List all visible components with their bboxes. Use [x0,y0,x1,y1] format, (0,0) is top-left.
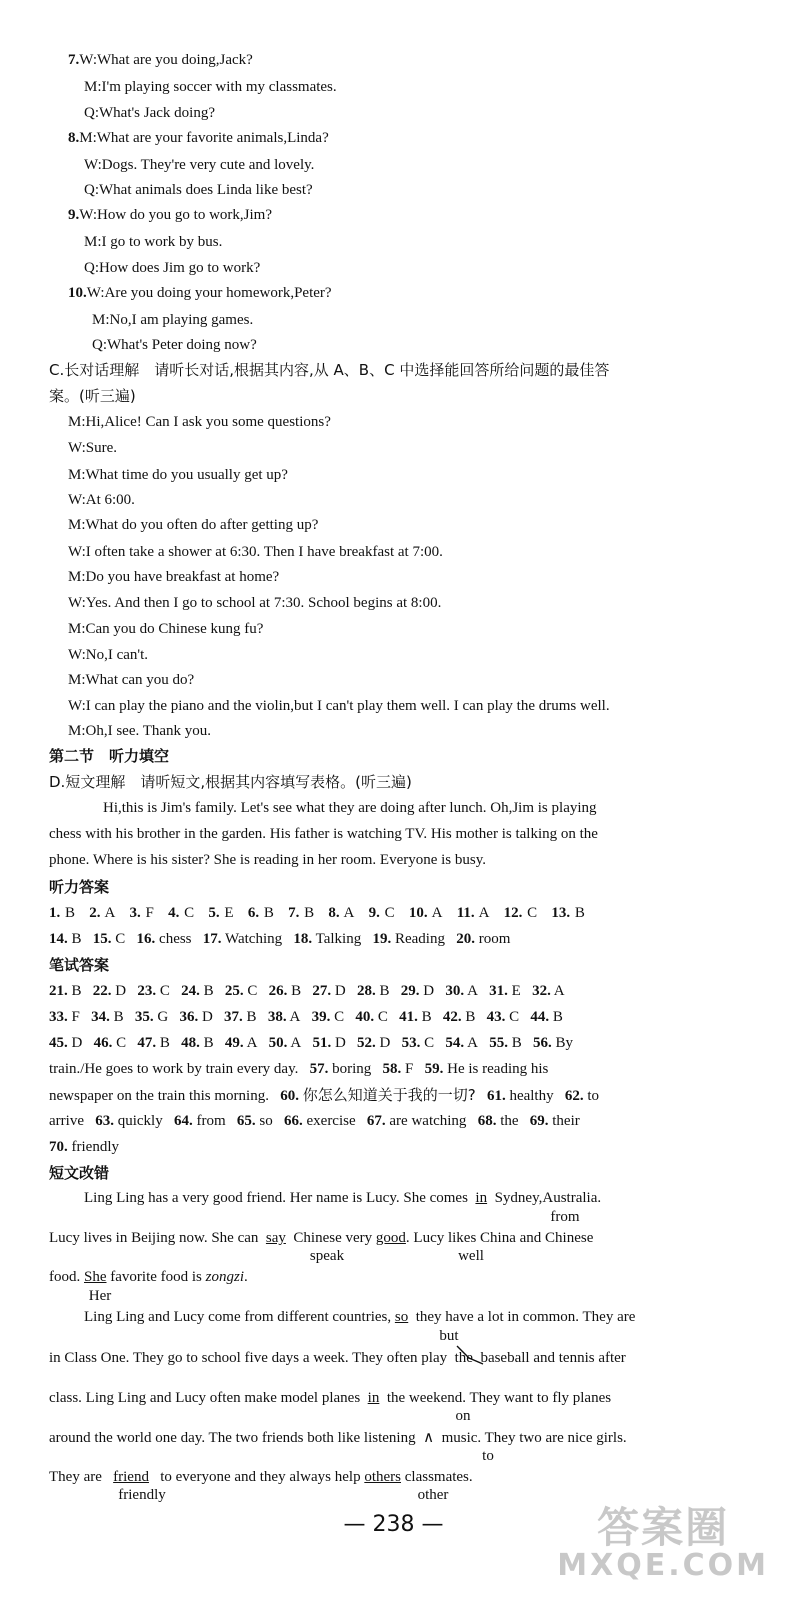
answer-number: 27. [312,983,332,999]
listening-answers-title: 听力答案 [49,878,110,896]
answer-value: E [511,983,521,999]
answer-value: B [421,1009,432,1025]
answer-value: C [159,983,170,999]
section-c-instruction-cont: 案。(听三遍) [49,387,136,405]
answer-value: F [145,905,154,921]
answer-value: D [379,1035,391,1051]
answer-item [94,1035,127,1051]
answer-number: 9. [368,905,380,921]
answer-number: 58. [382,1061,402,1077]
dialog-10-line-3: Q:What's Peter doing now? [92,337,257,353]
written-answers-row-1 [49,981,565,1001]
answer-value: are watching [389,1113,467,1129]
answer-value: B [203,1035,214,1051]
answer-value: C [334,1009,345,1025]
dialog-7-line-3: Q:What's Jack doing? [84,105,216,121]
correction-line-2: Lucy lives in Beijing now. She can say Chinese very good. Lucy likes China and Chinese [49,1230,594,1246]
answer-number: 66. [284,1113,303,1129]
answer-value: D [201,1009,213,1025]
answer-number: 26. [268,983,288,999]
answer-value: B [65,905,76,921]
answer-item [174,1113,226,1129]
passage-line-1: Hi,this is Jim's family. Let's see what they are doing after lunch. Oh,Jim is playing [103,800,597,816]
conv-line-2: W:Sure. [68,440,118,456]
answer-item [312,1035,345,1051]
answer-number: 28. [357,983,376,999]
answer-number: 5. [208,905,220,921]
answer-number: 15. [92,931,112,947]
answer-number: 51. [312,1035,332,1051]
answer-item [269,1035,302,1051]
answer-item [203,931,282,947]
answer-number: 68. [477,1113,497,1129]
answer-value: arrive [49,1113,84,1129]
answer-item [49,1009,80,1025]
answer-value: B [552,1009,563,1025]
answer-item [357,1035,390,1051]
dialog-7-line-1: 7.W:What are you doing,Jack? [68,52,253,68]
answer-item [49,1088,269,1104]
conv-line-9: M:Can you do Chinese kung fu? [68,621,264,637]
answer-number: 25. [224,983,244,999]
answer-value: C [509,1009,520,1025]
answer-number: 39. [311,1009,331,1025]
answer-number: 43. [486,1009,506,1025]
answer-item [49,905,75,921]
answer-number: 57. [309,1061,329,1077]
answer-item [135,1009,168,1025]
conv-line-13: M:Oh,I see. Thank you. [68,723,212,739]
answer-value: C [424,1035,435,1051]
answer-item [383,1061,414,1077]
correction-line-3: food. She favorite food is zongzi. [49,1269,248,1285]
correction-fix: to [482,1448,494,1464]
dialog-8-line-1: 8.M:What are your favorite animals,Linda? [68,130,329,146]
section-c-instruction: C.长对话理解 请听长对话,根据其内容,从 A、B、C 中选择能回答所给问题的最佳答 [49,361,610,379]
answer-value: E [224,905,234,921]
answer-number: 44. [530,1009,550,1025]
answer-number: 31. [489,983,508,999]
error-word: others [364,1469,401,1485]
written-answers-title: 笔试答案 [49,956,110,974]
answer-number: 47. [137,1035,157,1051]
answer-item [224,1009,257,1025]
answer-number: 3. [129,905,141,921]
answer-item [284,1113,356,1129]
answer-item [93,983,126,999]
answer-item [457,905,490,921]
error-word: so [394,1309,409,1325]
correction-line-1: Ling Ling has a very good friend. Her name is Lucy. She comes in Sydney,Australia. [84,1190,602,1206]
answer-number: 36. [179,1009,199,1025]
answer-value: A [431,905,443,921]
written-answers-row-3 [49,1033,573,1053]
correction-fix: speak [309,1248,345,1264]
answer-item [225,1035,258,1051]
answer-number: 7. [288,905,300,921]
answer-item [355,1009,388,1025]
correction-fix: but [439,1328,459,1344]
section-d-instruction: D.短文理解 请听短文,根据其内容填写表格。(听三遍) [49,773,412,791]
answer-number: 12. [503,905,523,921]
answer-number: 45. [49,1035,68,1051]
answer-item [551,905,585,921]
answer-value: A [467,1035,478,1051]
watermark-logo [557,1503,769,1583]
correction-line-4: Ling Ling and Lucy come from different countries, so they have a lot in common. They are [84,1309,636,1325]
answer-number: 22. [92,983,112,999]
correction-line-6: class. Ling Ling and Lucy often make model planes in the weekend. They want to fly planes [49,1390,612,1406]
passage-line-3: phone. Where is his sister? She is reading in her room. Everyone is busy. [49,852,486,868]
answer-item [533,1035,573,1051]
answer-number: 4. [168,905,180,921]
answer-value: their [552,1113,580,1129]
answer-item [288,905,314,921]
answer-item [532,983,565,999]
answer-value: He is reading his [447,1061,549,1077]
answer-item [268,1009,301,1025]
answer-value: B [246,1009,257,1025]
written-answers-row-5 [49,1085,599,1106]
answer-number: 21. [49,983,68,999]
conv-line-6: W:I often take a shower at 6:30. Then I have breakfast at 7:00. [68,544,443,560]
answer-item [312,983,345,999]
dialog-9-line-3: Q:How does Jim go to work? [84,260,261,276]
answer-item [49,1139,119,1155]
answer-number: 8. [328,905,340,921]
answer-item [137,1035,170,1051]
answer-number: 69. [529,1113,549,1129]
answer-number: 23. [137,983,157,999]
answer-number: 1. [49,905,61,921]
answer-number: 60. [280,1088,299,1104]
answer-value: F [405,1061,414,1077]
section-2-title: 第二节 听力填空 [49,747,170,765]
listening-answers-row-2 [49,929,510,949]
answer-number: 54. [445,1035,465,1051]
answer-item [402,1035,435,1051]
answer-number: 13. [551,905,571,921]
answer-value: B [263,905,274,921]
error-word: in [475,1190,488,1206]
answer-value: Reading [394,931,445,947]
answer-value: D [115,983,127,999]
answer-value: B [159,1035,170,1051]
answer-number: 70. [49,1139,68,1155]
dialog-8-line-3: Q:What animals does Linda like best? [84,182,313,198]
answer-number: 16. [136,931,156,947]
answer-number: 48. [181,1035,200,1051]
answer-item [137,931,192,947]
answer-item [89,905,115,921]
answer-number: 29. [400,983,420,999]
dialog-8-line-2: W:Dogs. They're very cute and lovely. [84,157,315,173]
answer-value: D [423,983,435,999]
insertion-caret-icon: ∧ [423,1430,435,1446]
answer-value: chess [159,931,192,947]
answer-value: A [104,905,116,921]
answer-item [49,1035,82,1051]
answer-value: C [184,905,195,921]
answer-value: 你怎么知道关于我的一切? [302,1086,476,1104]
answer-number: 18. [293,931,313,947]
dialog-10-line-2: M:No,I am playing games. [92,312,254,328]
answer-item [367,1113,467,1129]
answer-number: 67. [366,1113,386,1129]
answer-value: B [511,1035,522,1051]
answer-item [225,983,258,999]
answer-number: 33. [49,1009,68,1025]
conv-line-10: W:No,I can't. [68,647,149,663]
answer-value: room [478,931,511,947]
answer-number: 17. [202,931,222,947]
answer-value: By [555,1035,573,1051]
answer-value: so [259,1113,273,1129]
answer-number: 6. [247,905,260,921]
correction-fix: Her [88,1288,112,1304]
answer-number: 55. [489,1035,508,1051]
answer-number: 59. [424,1061,444,1077]
answer-number: 14. [49,931,68,947]
answer-item [478,1113,519,1129]
correction-fix: from [550,1209,580,1225]
answer-value: exercise [306,1113,356,1129]
answer-item [487,1009,520,1025]
answer-value: from [196,1113,226,1129]
answer-item [130,905,154,921]
answer-number: 38. [267,1009,287,1025]
answer-number: 52. [357,1035,376,1051]
answer-item [181,1035,214,1051]
answer-number: 34. [91,1009,110,1025]
answer-value: B [203,983,214,999]
conv-line-5: M:What do you often do after getting up? [68,517,319,533]
answer-number: 19. [372,931,392,947]
answer-item [168,905,194,921]
answer-item [248,905,274,921]
answer-item [93,931,126,947]
answer-number: 37. [224,1009,243,1025]
written-answers-row-7 [49,1137,119,1157]
error-word: friend [113,1469,149,1485]
correction-title: 短文改错 [49,1164,110,1182]
answer-number: 11. [456,905,475,921]
answer-value: B [574,905,585,921]
answer-number: 35. [134,1009,154,1025]
answer-item [49,983,82,999]
answer-number: 56. [532,1035,552,1051]
correction-line-8: They are friend to everyone and they always help others classmates. [49,1469,473,1485]
answer-value: to [587,1088,600,1104]
answer-item [409,905,443,921]
answer-value: A [343,905,355,921]
correction-fix: on [455,1408,471,1424]
answer-value: A [289,1009,301,1025]
answer-number: 30. [445,983,465,999]
answer-item [489,983,521,999]
answer-item [530,1009,563,1025]
answer-number: 46. [93,1035,113,1051]
answer-number: 40. [355,1009,375,1025]
answer-item [530,1113,580,1129]
answer-item [504,905,538,921]
answer-value: B [71,983,82,999]
answer-item [181,983,214,999]
conv-line-11: M:What can you do? [68,672,195,688]
answer-value: B [291,983,302,999]
answer-item [372,931,445,947]
answer-number: 49. [224,1035,244,1051]
answer-value: quickly [117,1113,163,1129]
page-number: — 238 — [343,1512,444,1537]
answer-value: B [113,1009,124,1025]
answer-item [310,1061,372,1077]
correction-fix: well [458,1248,484,1264]
answer-number: 20. [456,931,475,947]
dialog-10-line-1: 10.W:Are you doing your homework,Peter? [68,285,332,301]
answer-item [293,931,361,947]
error-word: say [265,1230,286,1246]
answer-value: C [115,931,126,947]
written-answers-row-6 [49,1111,580,1131]
answer-item [487,1088,554,1104]
correction-fix: other [417,1487,449,1503]
written-answers-row-4 [49,1059,548,1079]
answer-number: 64. [173,1113,193,1129]
answer-item [456,931,510,947]
answer-value: C [377,1009,388,1025]
answer-value: A [246,1035,258,1051]
answer-item [49,931,82,947]
error-word: She [84,1269,107,1285]
answer-item [95,1113,163,1129]
answer-number: 10. [408,905,428,921]
answer-item [269,983,302,999]
answer-item [49,1113,84,1129]
conv-line-3: M:What time do you usually get up? [68,467,288,483]
answer-number: 65. [236,1113,256,1129]
answer-number: 2. [89,905,101,921]
answer-value: B [379,983,390,999]
answer-value: newspaper on the train this morning. [49,1088,269,1104]
dialog-9-line-1: 9.W:How do you go to work,Jim? [68,207,273,223]
conv-line-4: W:At 6:00. [68,492,135,508]
answer-value: D [334,983,346,999]
dialog-9-line-2: M:I go to work by bus. [84,234,223,250]
answer-number: 50. [268,1035,288,1051]
answer-number: 41. [399,1009,418,1025]
answer-value: B [71,931,82,947]
answer-value: A [467,983,478,999]
answer-value: C [527,905,538,921]
answer-item [237,1113,273,1129]
answer-value: A [553,983,565,999]
deleted-word: the [455,1348,473,1368]
conv-line-7: M:Do you have breakfast at home? [68,569,280,585]
answer-number: 32. [532,983,551,999]
answer-value: friendly [71,1139,119,1155]
answer-item [369,905,395,921]
error-word: good [375,1230,406,1246]
deletion-mark-icon [453,1342,487,1366]
correction-line-5: in Class One. They go to school five days a week. They often play the baseball and tennis after [49,1348,626,1368]
answer-value: A [290,1035,302,1051]
answer-item [401,983,434,999]
answer-value: F [71,1009,80,1025]
answer-number: 53. [401,1035,421,1051]
answer-number: 63. [95,1113,114,1129]
answer-number: 42. [442,1009,462,1025]
answer-item [328,905,354,921]
correction-fix: friendly [118,1487,166,1503]
answer-item [49,1061,298,1077]
answer-value: D [334,1035,346,1051]
conv-line-12: W:I can play the piano and the violin,but I can't play them well. I can play the drums well. [68,698,610,714]
correction-line-7: around the world one day. The two friends both like listening ∧ music. They two are nice girls. [49,1430,627,1446]
answer-item [280,1088,475,1104]
answer-number: 24. [181,983,200,999]
answer-value: C [384,905,395,921]
answer-item [208,905,233,921]
answer-value: A [478,905,490,921]
answer-item [399,1009,432,1025]
dialog-7-line-2: M:I'm playing soccer with my classmates. [84,79,337,95]
answer-item [137,983,170,999]
answer-item [425,1061,549,1077]
answer-value: B [465,1009,476,1025]
answer-item [445,983,478,999]
answer-value: healthy [509,1088,554,1104]
answer-value: boring [332,1061,372,1077]
answer-value: C [247,983,258,999]
answer-value: C [116,1035,127,1051]
answer-item [91,1009,124,1025]
conv-line-8: W:Yes. And then I go to school at 7:30. School begins at 8:00. [68,595,442,611]
watermark-bottom: MXQE.COM [557,1548,769,1583]
written-answers-row-2 [49,1007,563,1027]
answer-value: train./He goes to work by train every day. [49,1061,299,1077]
answer-value: Talking [315,931,362,947]
watermark-top: 答案圈 [597,1503,730,1552]
answer-item [357,983,390,999]
answer-item [489,1035,522,1051]
answer-value: D [71,1035,83,1051]
conv-line-1: M:Hi,Alice! Can I ask you some questions? [68,414,331,430]
answer-number: 61. [486,1088,506,1104]
answer-item [179,1009,212,1025]
answer-item [445,1035,478,1051]
error-word: in [367,1390,380,1406]
answer-value: G [157,1009,169,1025]
answer-value: the [500,1113,519,1129]
answer-item [443,1009,476,1025]
listening-answers-row-1 [49,903,585,923]
passage-line-2: chess with his brother in the garden. His father is watching TV. His mother is talking on the [49,826,598,842]
answer-number: 62. [564,1088,584,1104]
answer-item [312,1009,345,1025]
answer-item [565,1088,599,1104]
answer-value: Watching [225,931,283,947]
answer-value: B [304,905,315,921]
